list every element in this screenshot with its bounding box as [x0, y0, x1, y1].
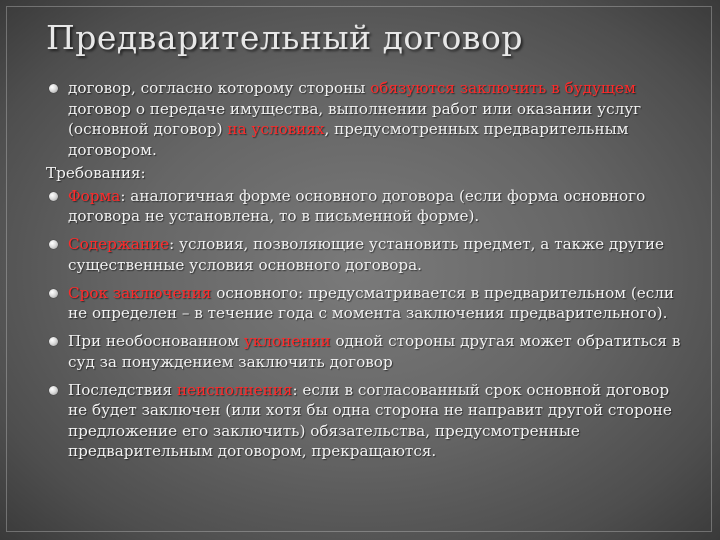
- slide-content: [46, 78, 686, 462]
- bullet-icon: [49, 289, 58, 298]
- consequences-highlight: неисполнения: [176, 380, 293, 399]
- bullet-icon: [49, 386, 58, 395]
- bullet-icon: [49, 337, 58, 346]
- definition-highlight-1: обязуются заключить в будущем: [370, 79, 636, 97]
- bullet-icon: [49, 192, 58, 201]
- bullet-evasion: [46, 331, 686, 372]
- evasion-pre: При необоснованном: [68, 332, 244, 350]
- consequences-text: : если в согласованный срок основной договор не будет заключен (или хотя бы одна сторона не направит другой стороне предложение его заключить) обязательства, предусмотренные предварительным договором, прекращаются.: [68, 380, 672, 460]
- content-text: : условия, позволяющие установить предмет, а также другие существенные условия основного договора.: [68, 235, 665, 274]
- term-highlight: Срок заключения: [68, 283, 212, 302]
- definition-text-1: договор, согласно которому стороны: [68, 79, 371, 97]
- definition-text-3: , предусмотренных предварительным договором.: [68, 120, 629, 159]
- requirements-label: Требования:: [46, 164, 146, 182]
- bullet-icon: [49, 240, 58, 249]
- definition-highlight-2: на условиях: [227, 120, 325, 138]
- term-text: основного: предусматривается в предварительном (если не определен – в течение года с момента заключения предварительного).: [68, 283, 675, 322]
- bullet-definition: [46, 78, 686, 160]
- content-highlight: Содержание: [68, 235, 170, 253]
- bullet-term: [46, 283, 686, 324]
- evasion-highlight: уклонении: [243, 332, 331, 350]
- form-highlight: Форма: [68, 186, 121, 205]
- definition-text-2: договор о передаче имущества, выполнении работ или оказании услуг (основной договор): [68, 99, 642, 138]
- bullet-content: [46, 234, 686, 275]
- form-text: : аналогичная форме основного договора (если форма основного договора не установлена, то в письменной форме).: [68, 186, 646, 225]
- consequences-pre: Последствия: [68, 380, 177, 399]
- bullet-consequences: [46, 380, 686, 462]
- bullet-icon: [49, 84, 58, 93]
- evasion-text: одной стороны другая может обратиться в суд за понуждением заключить договор: [68, 332, 681, 371]
- slide-title: Предварительный договор: [46, 18, 523, 57]
- bullet-form: [46, 186, 686, 227]
